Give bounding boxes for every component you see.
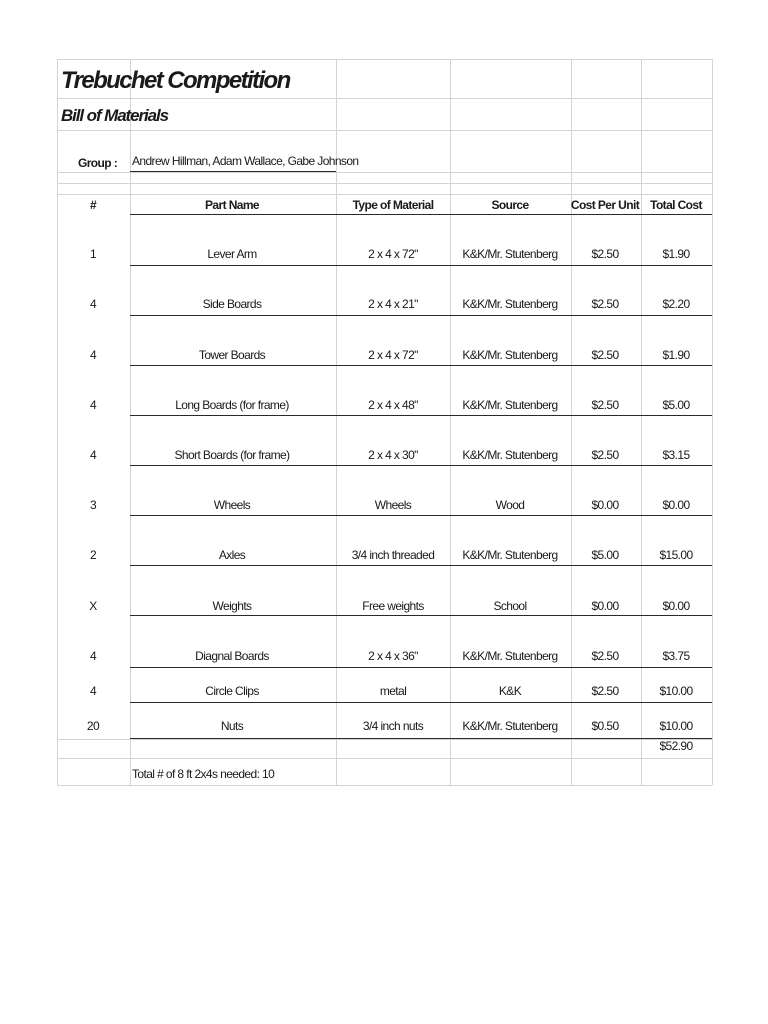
table-cell-source: K&K/Mr. Stutenberg — [462, 448, 558, 462]
table-cell-qty: 2 — [89, 548, 97, 562]
gridline — [57, 785, 712, 786]
row-border — [130, 738, 712, 739]
table-cell-part: Circle Clips — [205, 684, 259, 698]
column-header: Source — [491, 198, 529, 212]
table-cell-material: 2 x 4 x 30" — [368, 448, 418, 462]
gridline — [130, 59, 131, 785]
row-border — [130, 315, 712, 316]
row-border — [130, 465, 712, 466]
gridline — [57, 59, 712, 60]
row-border — [130, 365, 712, 366]
row-border — [130, 702, 712, 703]
table-cell-source: K&K/Mr. Stutenberg — [462, 297, 558, 311]
page-subtitle: Bill of Materials — [61, 106, 168, 125]
table-cell-part: Lever Arm — [207, 247, 257, 261]
table-cell-part: Axles — [218, 548, 246, 562]
table-cell-part: Long Boards (for frame) — [175, 398, 289, 412]
table-cell-material: 2 x 4 x 21" — [368, 297, 418, 311]
table-cell-total-cost: $3.75 — [662, 649, 690, 663]
table-cell-material: 2 x 4 x 48" — [368, 398, 418, 412]
table-cell-part: Side Boards — [202, 297, 262, 311]
table-cell-source: K&K/Mr. Stutenberg — [462, 398, 558, 412]
table-cell-qty: X — [89, 599, 97, 613]
table-cell-unit-cost: $2.50 — [591, 448, 619, 462]
table-cell-unit-cost: $2.50 — [591, 649, 619, 663]
table-cell-material: 2 x 4 x 72" — [368, 348, 418, 362]
table-cell-part: Wheels — [213, 498, 251, 512]
table-cell-qty: 4 — [89, 448, 97, 462]
table-cell-total-cost: $1.90 — [662, 247, 690, 261]
row-border — [130, 265, 712, 266]
table-cell-source: K&K/Mr. Stutenberg — [462, 719, 558, 733]
column-header: Part Name — [205, 198, 259, 212]
column-header: # — [89, 198, 97, 212]
grand-total: $52.90 — [659, 739, 693, 753]
table-cell-source: K&K/Mr. Stutenberg — [462, 247, 558, 261]
table-cell-unit-cost: $0.00 — [591, 498, 619, 512]
group-label: Group : — [78, 156, 118, 170]
footer-note: Total # of 8 ft 2x4s needed: 10 — [132, 767, 275, 781]
table-cell-unit-cost: $0.50 — [591, 719, 619, 733]
table-cell-material: Free weights — [362, 599, 424, 613]
table-cell-part: Tower Boards — [198, 348, 266, 362]
table-cell-source: Wood — [495, 498, 525, 512]
row-border — [130, 171, 336, 172]
table-cell-unit-cost: $2.50 — [591, 348, 619, 362]
table-cell-source: K&K/Mr. Stutenberg — [462, 649, 558, 663]
table-cell-unit-cost: $2.50 — [591, 297, 619, 311]
table-cell-source: K&K — [498, 684, 522, 698]
row-border — [130, 515, 712, 516]
gridline — [57, 130, 712, 131]
table-cell-part: Diagnal Boards — [195, 649, 269, 663]
gridline — [571, 59, 572, 785]
gridline — [57, 59, 58, 785]
table-cell-qty: 4 — [89, 649, 97, 663]
row-border — [130, 565, 712, 566]
table-cell-part: Weights — [212, 599, 252, 613]
table-cell-qty: 4 — [89, 348, 97, 362]
table-cell-total-cost: $15.00 — [659, 548, 693, 562]
table-cell-total-cost: $5.00 — [662, 398, 690, 412]
table-cell-total-cost: $2.20 — [662, 297, 690, 311]
row-border — [130, 667, 712, 668]
table-cell-qty: 1 — [89, 247, 97, 261]
table-cell-material: 2 x 4 x 36" — [368, 649, 418, 663]
table-cell-part: Nuts — [220, 719, 244, 733]
table-cell-part: Short Boards (for frame) — [174, 448, 290, 462]
table-cell-source: K&K/Mr. Stutenberg — [462, 548, 558, 562]
row-border — [130, 415, 712, 416]
gridline — [57, 758, 712, 759]
row-border — [130, 214, 712, 215]
table-cell-qty: 4 — [89, 398, 97, 412]
row-border — [130, 615, 712, 616]
table-cell-material: 2 x 4 x 72" — [368, 247, 418, 261]
table-cell-total-cost: $0.00 — [662, 498, 690, 512]
table-cell-material: 3/4 inch threaded — [351, 548, 435, 562]
table-cell-qty: 20 — [86, 719, 100, 733]
gridline — [712, 59, 713, 785]
table-cell-unit-cost: $0.00 — [591, 599, 619, 613]
gridline — [57, 172, 712, 173]
column-header: Type of Material — [352, 198, 434, 212]
table-cell-source: K&K/Mr. Stutenberg — [462, 348, 558, 362]
gridline — [641, 59, 642, 785]
gridline — [57, 739, 712, 740]
table-cell-qty: 4 — [89, 297, 97, 311]
group-members: Andrew Hillman, Adam Wallace, Gabe Johnson — [132, 154, 359, 168]
column-header: Cost Per Unit — [570, 198, 640, 212]
table-cell-material: Wheels — [374, 498, 412, 512]
table-cell-total-cost: $0.00 — [662, 599, 690, 613]
table-cell-material: metal — [379, 684, 407, 698]
table-cell-qty: 4 — [89, 684, 97, 698]
table-cell-total-cost: $1.90 — [662, 348, 690, 362]
gridline — [57, 98, 712, 99]
page-title: Trebuchet Competition — [61, 67, 290, 94]
table-cell-unit-cost: $2.50 — [591, 684, 619, 698]
gridline — [450, 59, 451, 785]
table-cell-source: School — [493, 599, 527, 613]
gridline — [57, 183, 712, 184]
table-cell-total-cost: $3.15 — [662, 448, 690, 462]
table-cell-total-cost: $10.00 — [659, 719, 693, 733]
table-cell-qty: 3 — [89, 498, 97, 512]
gridline — [57, 194, 712, 195]
table-cell-material: 3/4 inch nuts — [362, 719, 424, 733]
table-cell-total-cost: $10.00 — [659, 684, 693, 698]
column-header: Total Cost — [650, 198, 702, 212]
table-cell-unit-cost: $5.00 — [591, 548, 619, 562]
table-cell-unit-cost: $2.50 — [591, 398, 619, 412]
table-cell-unit-cost: $2.50 — [591, 247, 619, 261]
